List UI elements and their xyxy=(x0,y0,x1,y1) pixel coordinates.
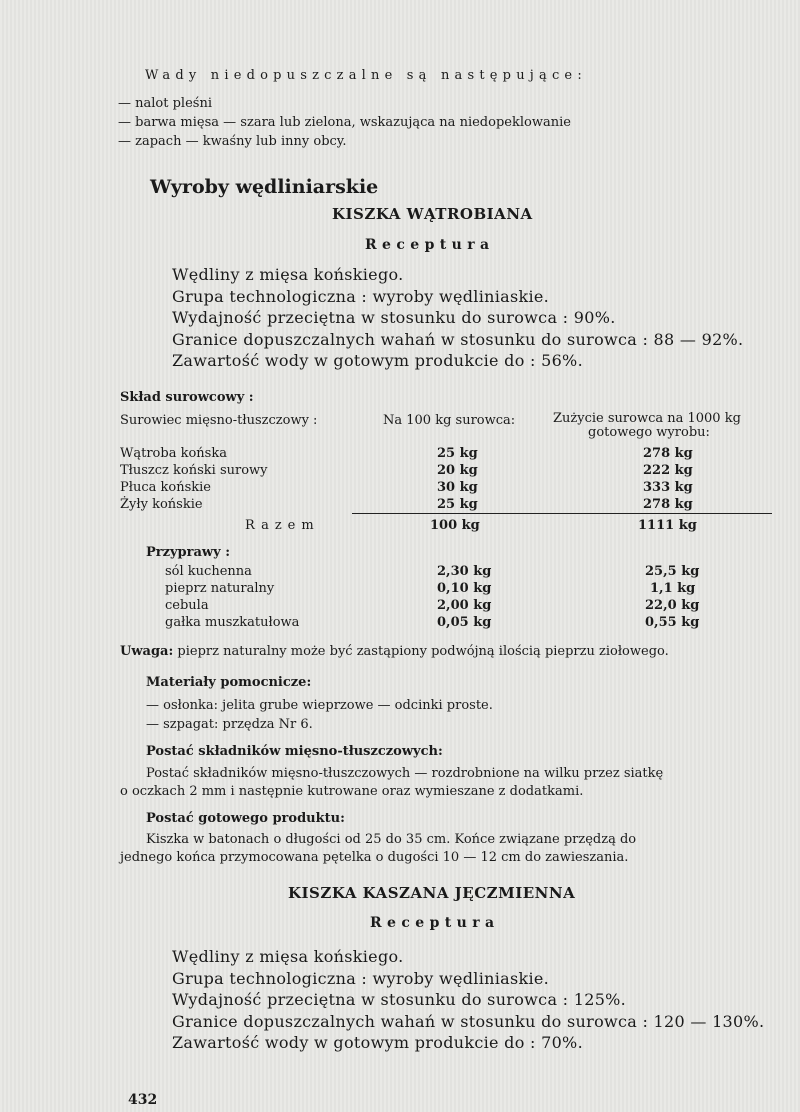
receptura-heading: Receptura xyxy=(370,915,500,931)
spice-per100: 0,05 kg xyxy=(437,615,492,630)
spice-per100: 0,10 kg xyxy=(437,581,492,596)
spice-per1000: 25,5 kg xyxy=(645,564,700,579)
product-info xyxy=(172,946,764,1054)
defects-heading: Wady niedopuszczalne są następujące: xyxy=(145,68,587,83)
form-heading: Postać składników mięsno-tłuszczowych: xyxy=(146,744,443,759)
product-title: KISZKA WĄTROBIANA xyxy=(332,205,533,223)
form-text: o oczkach 2 mm i następnie kutrowane oraz wymieszane z dodatkami. xyxy=(120,784,584,799)
product-title: KISZKA KASZANA JĘCZMIENNA xyxy=(288,884,576,902)
list-item: — barwa mięsa — szara lub zielona, wskazująca na niedopeklowanie xyxy=(118,115,571,130)
table-row-name: Żyły końskie xyxy=(120,497,203,512)
info-line: Grupa technologiczna : wyroby wędliniaskie. xyxy=(172,968,550,988)
section-title: Wyroby wędliniarskie xyxy=(150,176,379,198)
col-header-per1000: Zużycie surowca na 1000 kg xyxy=(553,411,741,426)
note-label: Uwaga: xyxy=(120,644,174,659)
col-header-raw-material: Surowiec mięsno-tłuszczowy : xyxy=(120,413,318,428)
col-header-per100: Na 100 kg surowca: xyxy=(383,413,516,428)
info-line: Wydajność przeciętna w stosunku do surowca : 125%. xyxy=(172,990,627,1009)
table-row-name: Wątroba końska xyxy=(120,446,227,461)
col-header-per1000-line2: gotowego wyrobu: xyxy=(588,425,710,440)
finished-product-text: Kiszka w batonach o długości od 25 do 35 cm. Końce związane przędzą do xyxy=(146,832,637,847)
receptura-heading: Receptura xyxy=(365,237,495,253)
spice-per1000: 22,0 kg xyxy=(645,598,700,613)
finished-product-heading: Postać gotowego produktu: xyxy=(146,811,345,826)
list-item: — nalot pleśni xyxy=(118,96,212,111)
total-per100: 100 kg xyxy=(430,518,480,533)
defects-list xyxy=(118,94,571,151)
spice-per1000: 0,55 kg xyxy=(645,615,700,630)
info-line: Granice dopuszczalnych wahań w stosunku do surowca : 88 — 92%. xyxy=(172,329,744,349)
info-line: Wędliny z mięsa końskiego. xyxy=(172,265,404,284)
list-item: — szpagat: przędza Nr 6. xyxy=(146,717,313,732)
table-row-name: Tłuszcz koński surowy xyxy=(120,463,268,478)
finished-product-text: jednego końca przymocowana pętelka o dugości 10 — 12 cm do zawieszania. xyxy=(120,850,629,865)
table-row-per100: 25 kg xyxy=(437,446,478,461)
total-label: Razem xyxy=(245,518,320,533)
table-row-name: Płuca końskie xyxy=(120,480,211,495)
spice-per100: 2,00 kg xyxy=(437,598,492,613)
info-line: Grupa technologiczna : wyroby wędliniaskie. xyxy=(172,286,550,306)
info-line: Zawartość wody w gotowym produkcie do : 70%. xyxy=(172,1033,583,1052)
table-row-per1000: 333 kg xyxy=(643,480,693,495)
table-row-per100: 25 kg xyxy=(437,497,478,512)
spice-per100: 2,30 kg xyxy=(437,564,492,579)
table-row-per100: 30 kg xyxy=(437,480,478,495)
info-line: Wędliny z mięsa końskiego. xyxy=(172,947,404,966)
table-row-per1000: 278 kg xyxy=(643,446,693,461)
table-row-per100: 20 kg xyxy=(437,463,478,478)
spices-heading: Przyprawy : xyxy=(146,545,230,560)
list-item: — osłonka: jelita grube wieprzowe — odcinki proste. xyxy=(146,698,493,713)
page-number: 432 xyxy=(128,1092,158,1108)
composition-heading: Skład surowcowy : xyxy=(120,390,254,405)
info-line: Wydajność przeciętna w stosunku do surowca : 90%. xyxy=(172,308,616,327)
spice-per1000: 1,1 kg xyxy=(650,581,696,596)
table-row-per1000: 222 kg xyxy=(643,463,693,478)
note xyxy=(120,642,669,661)
note-text: pieprz naturalny może być zastąpiony podwójną ilością pieprzu ziołowego. xyxy=(177,644,669,659)
table-row-per1000: 278 kg xyxy=(643,497,693,512)
materials-heading: Materiały pomocnicze: xyxy=(146,675,312,690)
product-info xyxy=(172,264,743,372)
total-per1000: 1111 kg xyxy=(638,518,697,533)
info-line: Zawartość wody w gotowym produkcie do : 56%. xyxy=(172,351,583,370)
list-item: — zapach — kwaśny lub inny obcy. xyxy=(118,134,347,149)
spice-name: sól kuchenna xyxy=(165,564,252,579)
total-rule xyxy=(352,513,772,514)
spice-name: cebula xyxy=(165,598,209,613)
info-line: Granice dopuszczalnych wahań w stosunku do surowca : 120 — 130%. xyxy=(172,1011,765,1031)
spice-name: gałka muszkatułowa xyxy=(165,615,300,630)
spice-name: pieprz naturalny xyxy=(165,581,275,596)
form-text: Postać składników mięsno-tłuszczowych — rozdrobnione na wilku przez siatkę xyxy=(146,766,664,781)
